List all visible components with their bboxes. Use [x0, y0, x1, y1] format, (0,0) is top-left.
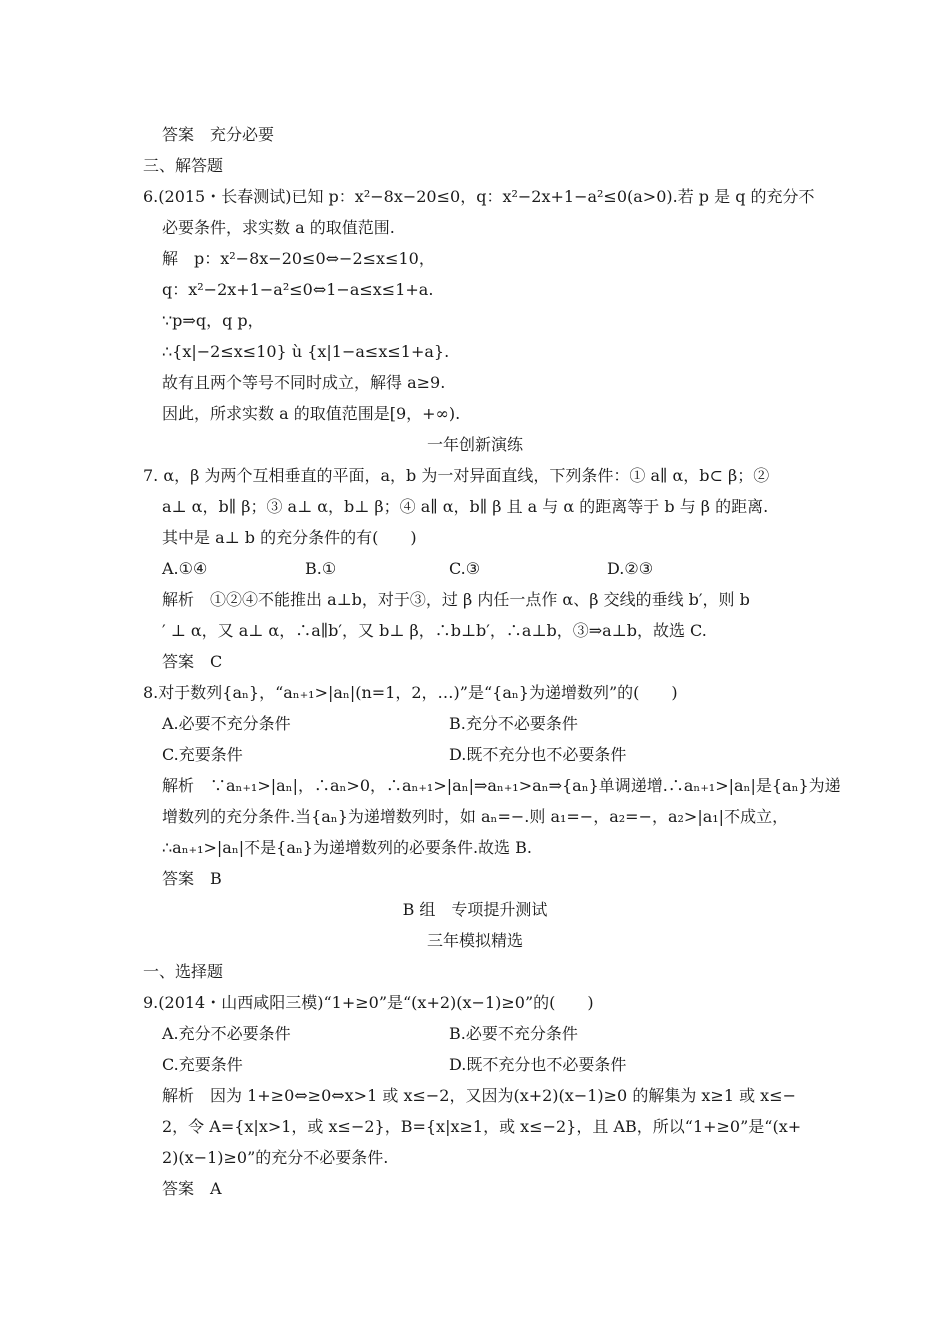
q6-solution-line4: ∴{x|−2≤x≤10} ù {x|1−a≤x≤1+a}.	[162, 342, 450, 361]
q7-answer: 答案 C	[162, 652, 223, 671]
q7-option-c: C.③	[449, 559, 481, 578]
q9-analysis-line1: 解析 因为 1+≥0⇔≥0⇔x>1 或 x≤−2，又因为(x+2)(x−1)≥0 的解集为 x≥1 或 x≤−	[162, 1086, 797, 1105]
q9-option-d: D.既不充分也不必要条件	[449, 1055, 627, 1074]
q9-option-c: C.充要条件	[162, 1055, 243, 1074]
q8-option-a: A.必要不充分条件	[162, 714, 291, 733]
section-heading-practice: 一年创新演练	[426, 435, 523, 454]
q9-analysis-line2: 2，令 A={x|x>1，或 x≤−2}，B={x|x≥1，或 x≤−2}，且 AB，所以“1+≥0”是“(x+	[162, 1117, 802, 1136]
q8-analysis-line2: 增数列的充分条件.当{aₙ}为递增数列时，如 aₙ=−.则 a₁=−，a₂=−，a₂>|a₁|不成立，	[162, 807, 789, 826]
q6-solution-line3: ∵p⇒q，q p，	[162, 311, 264, 330]
q8-answer: 答案 B	[162, 869, 222, 888]
q6-solution-line2: q：x²−2x+1−a²≤0⇔1−a≤x≤1+a.	[162, 280, 434, 299]
q6-solution-line5: 故有且两个等号不同时成立，解得 a≥9.	[162, 373, 446, 392]
group-b-subheading: 三年模拟精选	[426, 931, 523, 950]
section-heading-choice: 一、选择题	[143, 962, 224, 981]
q8-analysis-line1: 解析 ∵aₙ₊₁>|aₙ|，∴aₙ>0，∴aₙ₊₁>|aₙ|⇒aₙ₊₁>aₙ⇒{aₙ}单调递增.∴aₙ₊₁>|aₙ|是{aₙ}为递	[162, 776, 841, 795]
q9-answer: 答案 A	[162, 1179, 222, 1198]
q5-answer: 答案 充分必要	[162, 125, 275, 144]
q6-stem-line1: 6.(2015・长春测试)已知 p：x²−8x−20≤0，q：x²−2x+1−a²≤0(a>0).若 p 是 q 的充分不	[143, 187, 815, 206]
q6-solution-line6: 因此，所求实数 a 的取值范围是[9，+∞).	[162, 404, 461, 423]
q6-stem-line2: 必要条件，求实数 a 的取值范围.	[162, 218, 395, 237]
q7-option-b: B.①	[305, 559, 337, 578]
q7-stem-line1: 7. α，β 为两个互相垂直的平面，a，b 为一对异面直线，下列条件：① a∥ α，b⊂ β；②	[143, 466, 770, 485]
q8-analysis-line3: ∴aₙ₊₁>|aₙ|不是{aₙ}为递增数列的必要条件.故选 B.	[162, 838, 532, 857]
q7-option-a: A.①④	[162, 559, 208, 578]
q8-stem: 8.对于数列{aₙ}，“aₙ₊₁>|aₙ|(n=1，2，…)”是“{aₙ}为递增数列”的( )	[143, 683, 678, 702]
q8-option-b: B.充分不必要条件	[449, 714, 578, 733]
q7-stem-line3: 其中是 a⊥ b 的充分条件的有( )	[162, 528, 417, 547]
section-heading-solve: 三、解答题	[143, 156, 224, 175]
q7-option-d: D.②③	[607, 559, 654, 578]
q9-option-a: A.充分不必要条件	[162, 1024, 291, 1043]
q7-analysis-line2: ′ ⊥ α，又 a⊥ α，∴a∥b′，又 b⊥ β，∴b⊥b′，∴a⊥b，③⇒a⊥b，故选 C.	[162, 621, 707, 640]
q6-solution-line1: 解 p：x²−8x−20≤0⇔−2≤x≤10，	[162, 249, 435, 268]
q9-option-b: B.必要不充分条件	[449, 1024, 578, 1043]
q7-analysis-line1: 解析 ①②④不能推出 a⊥b，对于③，过 β 内任一点作 α、β 交线的垂线 b′，则 b	[162, 590, 750, 609]
q8-option-c: C.充要条件	[162, 745, 243, 764]
q7-stem-line2: a⊥ α，b∥ β；③ a⊥ α，b⊥ β；④ a∥ α，b∥ β 且 a 与 α 的距离等于 b 与 β 的距离.	[162, 497, 769, 516]
q8-option-d: D.既不充分也不必要条件	[449, 745, 627, 764]
group-b-heading: B 组 专项提升测试	[402, 900, 548, 919]
q9-stem: 9.(2014・山西咸阳三模)“1+≥0”是“(x+2)(x−1)≥0”的( )	[143, 993, 594, 1012]
q9-analysis-line3: 2)(x−1)≥0”的充分不必要条件.	[162, 1148, 389, 1167]
